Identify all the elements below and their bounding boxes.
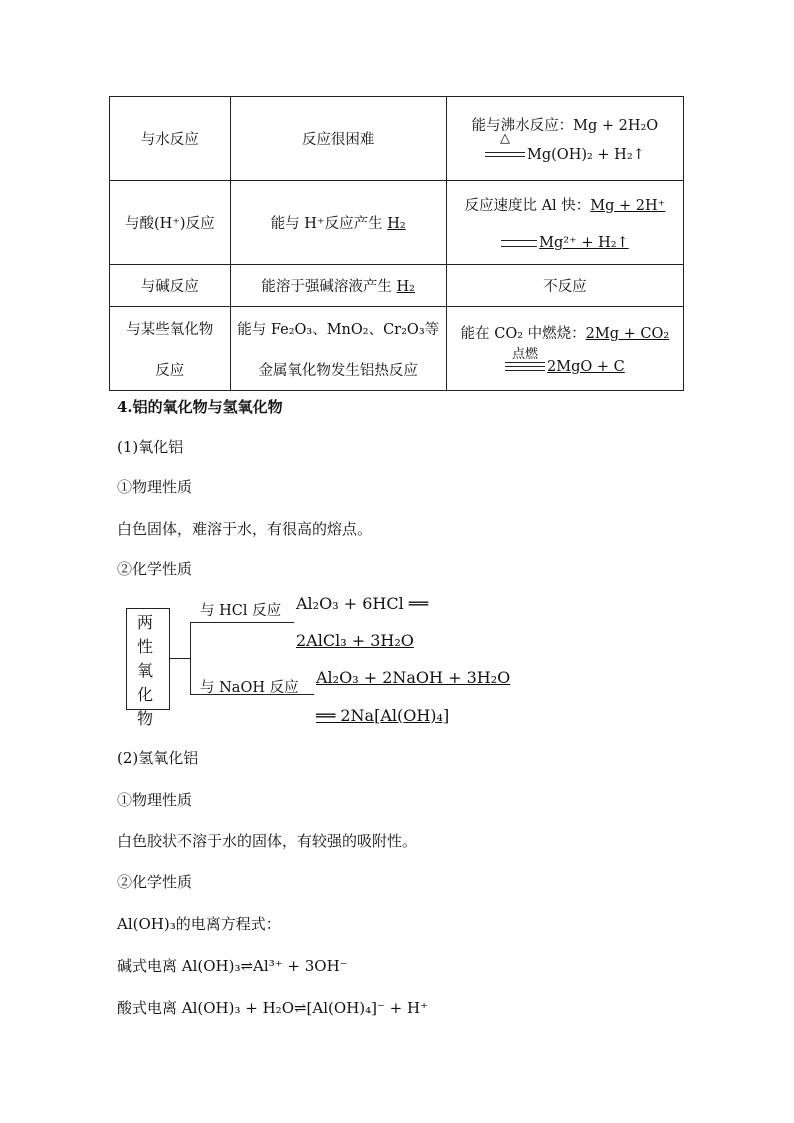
- al-cell: 反应很困难: [230, 97, 446, 181]
- amphoteric-oxide-box: 两性 氧化 物: [126, 608, 170, 710]
- basic-ionization-equation: 碱式电离 Al(OH)₃⇌Al³⁺ + 3OH⁻: [117, 957, 348, 975]
- al-cell: 能与 Fe₂O₃、MnO₂、Cr₂O₃等 金属氧化物发生铝热反应: [230, 307, 446, 391]
- subheading-alumina: (1)氧化铝: [117, 438, 184, 456]
- comparison-table: [109, 96, 684, 391]
- arrow-line-hcl: [190, 622, 294, 623]
- table-row: [110, 181, 684, 265]
- al-cell: 能溶于强碱溶液产生 H₂: [230, 265, 446, 307]
- table-row: [110, 97, 684, 181]
- subheading-hydroxide: (2)氢氧化铝: [117, 749, 199, 767]
- naoh-branch-label: 与 NaOH 反应: [200, 680, 299, 696]
- chemical-props-title: ②化学性质: [117, 560, 193, 578]
- physical-props-title-2: ①物理性质: [117, 791, 193, 809]
- heat-condition: △: [485, 147, 525, 161]
- row-label: 与酸(H⁺)反应: [110, 181, 231, 265]
- branch-line: [190, 622, 191, 694]
- physical-props-text: 白色固体，难溶于水，有很高的熔点。: [117, 520, 373, 538]
- physical-props-text-2: 白色胶状不溶于水的固体，有较强的吸附性。: [117, 832, 418, 850]
- ionization-title: Al(OH)₃的电离方程式：: [117, 915, 281, 933]
- equals-sign: [501, 240, 537, 247]
- mg-cell: 反应速度比 Al 快：Mg + 2H⁺ Mg²⁺ + H₂↑: [446, 181, 683, 265]
- section-heading: 4.铝的氧化物与氢氧化物: [117, 398, 283, 416]
- al-cell: 能与 H⁺反应产生 H₂: [230, 181, 446, 265]
- chemical-props-title-2: ②化学性质: [117, 873, 193, 891]
- row-label: 与碱反应: [110, 265, 231, 307]
- hcl-branch-label: 与 HCl 反应: [200, 603, 282, 619]
- row-label: 与某些氧化物 反应: [110, 307, 231, 391]
- hcl-equation-line2: 2AlCl₃ + 3H₂O: [296, 631, 414, 650]
- table-row: [110, 265, 684, 307]
- naoh-equation-line2: ══ 2Na[Al(OH)₄]: [316, 706, 450, 725]
- mg-equation-line2: Mg(OH)₂ + H₂↑: [527, 147, 645, 163]
- hcl-equation-line1: Al₂O₃ + 6HCl ══: [296, 594, 429, 613]
- physical-props-title: ①物理性质: [117, 478, 193, 496]
- mg-cell: 能在 CO₂ 中燃烧：2Mg + CO₂ 点燃 2MgO + C: [446, 307, 683, 391]
- table-row: [110, 307, 684, 391]
- mg-cell: 不反应: [446, 265, 683, 307]
- mg-cell: [446, 97, 683, 181]
- mg-equation-line1: 能与沸水反应：Mg + 2H₂O: [471, 118, 659, 134]
- naoh-equation-line1: Al₂O₃ + 2NaOH + 3H₂O: [316, 668, 511, 687]
- ignite-condition: 点燃: [505, 359, 545, 373]
- acidic-ionization-equation: 酸式电离 Al(OH)₃ + H₂O⇌[Al(OH)₄]⁻ + H⁺: [117, 999, 429, 1017]
- row-label: 与水反应: [110, 97, 231, 181]
- connector-line: [170, 658, 190, 659]
